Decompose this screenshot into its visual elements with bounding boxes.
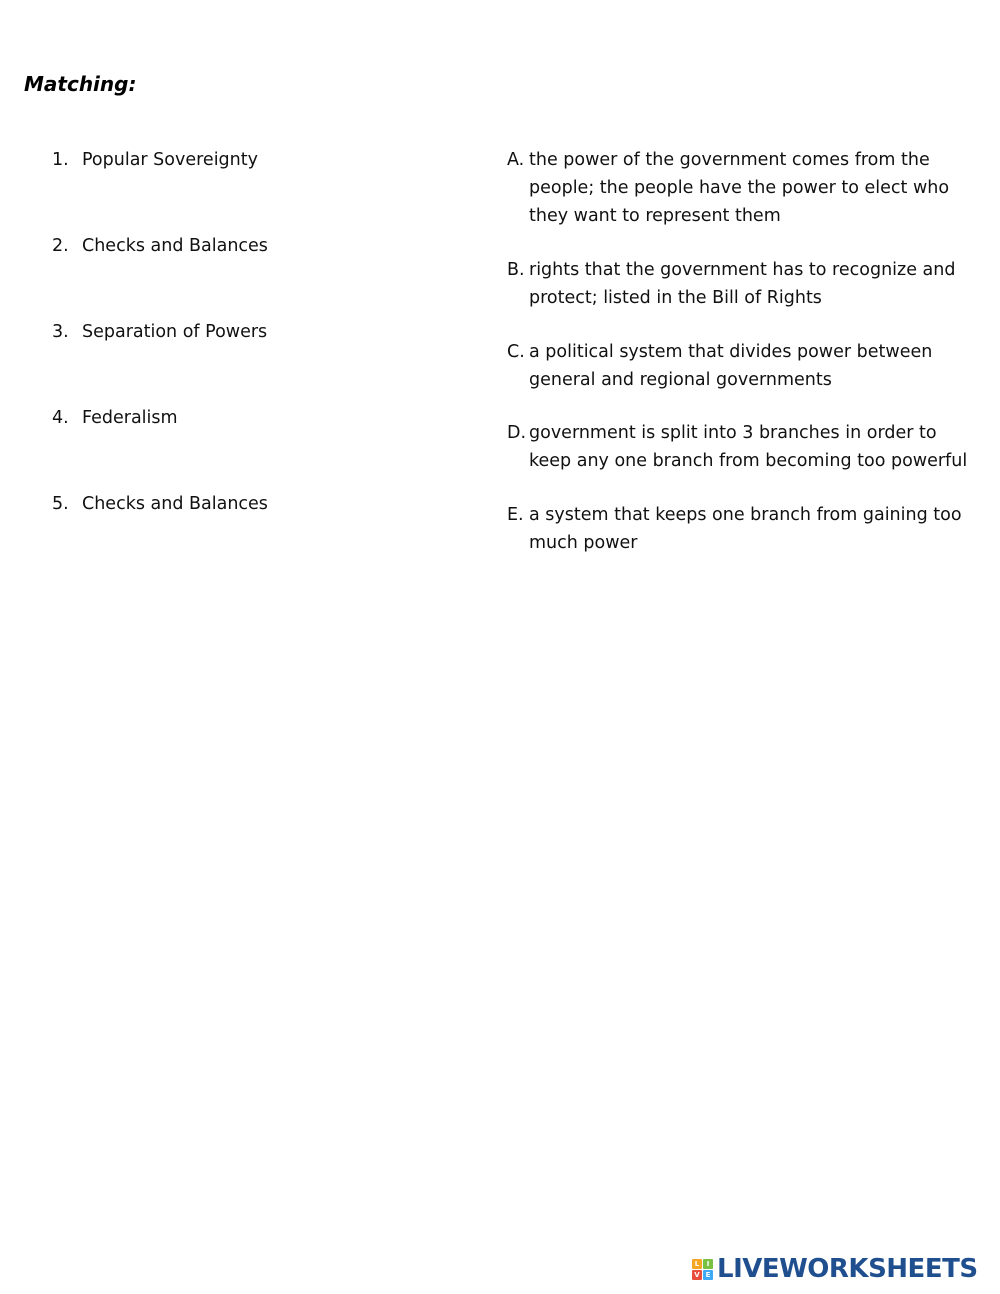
definition-item — [507, 256, 977, 312]
term-item — [52, 318, 267, 346]
definition-letter: B. — [507, 260, 525, 280]
definition-text: a political system that divides power between general and regional governments — [529, 342, 933, 390]
term-number: 2. — [52, 236, 69, 256]
definition-letter: E. — [507, 505, 524, 525]
definition-item — [507, 501, 977, 557]
term-label: Popular Sovereignty — [82, 150, 258, 170]
definition-letter: D. — [507, 423, 527, 443]
logo-mark-tile: E — [703, 1270, 713, 1280]
term-item — [52, 232, 268, 260]
liveworksheets-logo — [692, 1252, 978, 1286]
term-label: Checks and Balances — [82, 494, 268, 514]
logo-wordmark: LIVEWORKSHEETS — [717, 1254, 978, 1284]
term-number: 1. — [52, 150, 69, 170]
logo-mark-icon — [692, 1259, 713, 1280]
term-number: 3. — [52, 322, 69, 342]
definition-letter: A. — [507, 150, 525, 170]
logo-mark-tile: L — [692, 1259, 702, 1269]
term-item — [52, 490, 268, 518]
definition-text: the power of the government comes from the people; the people have the power to elect who they want to represent them — [529, 150, 950, 226]
term-item — [52, 404, 178, 432]
definition-text: government is split into 3 branches in order to keep any one branch from becoming too powerful — [529, 423, 968, 471]
term-number: 4. — [52, 408, 69, 428]
term-label: Federalism — [82, 408, 178, 428]
definition-item — [507, 146, 977, 230]
term-item — [52, 146, 258, 174]
term-label: Checks and Balances — [82, 236, 268, 256]
definition-text: a system that keeps one branch from gaining too much power — [529, 505, 962, 553]
logo-mark-tile: V — [692, 1270, 702, 1280]
definition-text: rights that the government has to recognize and protect; listed in the Bill of Rights — [529, 260, 956, 308]
definition-item — [507, 338, 977, 394]
definition-letter: C. — [507, 342, 525, 362]
term-label: Separation of Powers — [82, 322, 268, 342]
logo-mark-tile: I — [703, 1259, 713, 1269]
term-number: 5. — [52, 494, 69, 514]
worksheet-heading: Matching: — [24, 72, 137, 96]
definition-item — [507, 419, 977, 475]
